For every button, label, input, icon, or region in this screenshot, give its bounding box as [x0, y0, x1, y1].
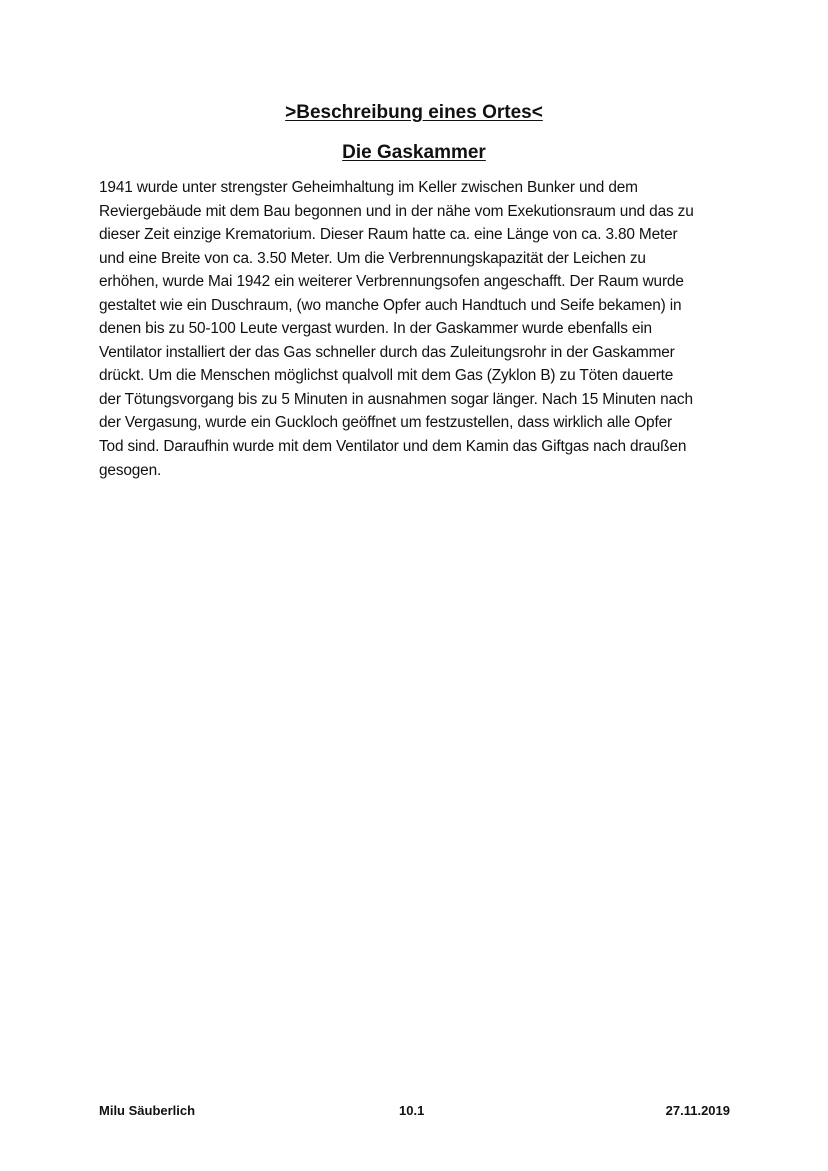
document-heading: >Beschreibung eines Ortes<: [285, 102, 543, 123]
footer-class: 10.1: [399, 1103, 425, 1118]
footer-author: Milu Säuberlich: [99, 1103, 196, 1118]
body-line: der Vergasung, wurde ein Guckloch geöffnet um festzustellen, dass wirklich alle Opfer: [99, 414, 672, 432]
body-line: gesogen.: [99, 461, 162, 479]
body-line: Tod sind. Daraufhin wurde mit dem Ventilator und dem Kamin das Giftgas nach draußen: [99, 438, 687, 456]
body-line: Reviergebäude mit dem Bau begonnen und in der nähe vom Exekutionsraum und das zu: [99, 202, 694, 220]
body-line: erhöhen, wurde Mai 1942 ein weiterer Verbrennungsofen angeschafft. Der Raum wurde: [99, 273, 684, 291]
body-line: dieser Zeit einzige Krematorium. Dieser Raum hatte ca. eine Länge von ca. 3.80 Meter: [99, 226, 678, 244]
body-line: 1941 wurde unter strengster Geheimhaltung im Keller zwischen Bunker und dem: [99, 179, 638, 196]
body-line: und eine Breite von ca. 3.50 Meter. Um die Verbrennungskapazität der Leichen zu: [99, 249, 646, 267]
footer-date: 27.11.2019: [665, 1103, 730, 1118]
body-line: gestaltet wie ein Duschraum, (wo manche Opfer auch Handtuch und Seife bekamen) in: [99, 296, 682, 314]
page-footer: [99, 1101, 730, 1121]
body-line: denen bis zu 50-100 Leute vergast wurden. In der Gaskammer wurde ebenfalls ein: [99, 320, 652, 338]
document-subheading: Die Gaskammer: [342, 142, 486, 163]
body-line: der Tötungsvorgang bis zu 5 Minuten in ausnahmen sogar länger. Nach 15 Minuten nach: [99, 390, 693, 408]
body-line: Ventilator installiert der das Gas schneller durch das Zuleitungsrohr in der Gaskammer: [99, 343, 675, 361]
body-paragraph: [99, 176, 739, 482]
body-line: drückt. Um die Menschen möglichst qualvoll mit dem Gas (Zyklon B) zu Töten dauerte: [99, 367, 674, 385]
